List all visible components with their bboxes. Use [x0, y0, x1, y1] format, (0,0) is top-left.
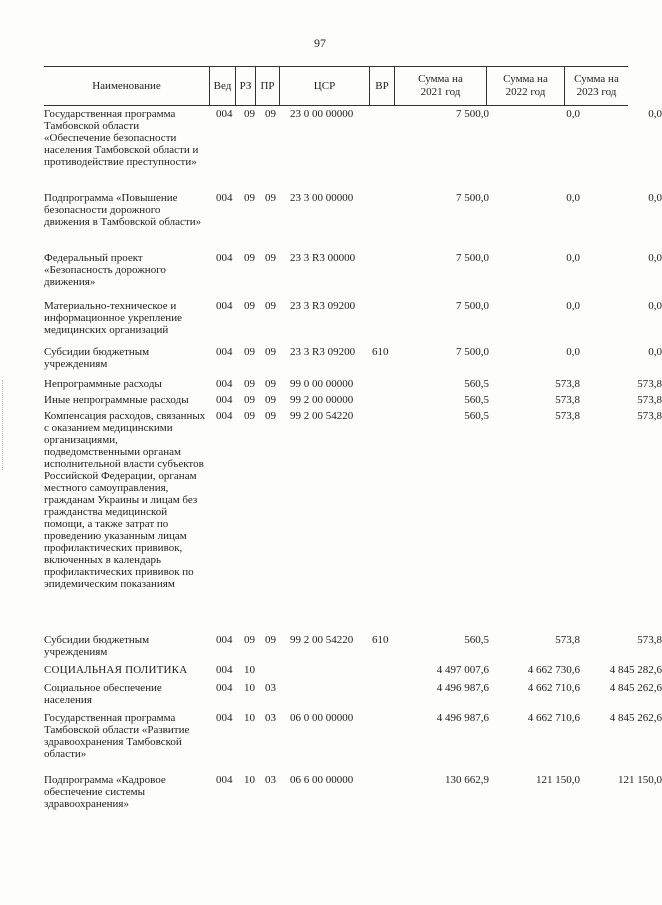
header-sum-2022: Сумма на 2022 год [486, 67, 564, 105]
row-sum-2022: 0,0 [566, 108, 580, 120]
row-sum-2021: 4 496 987,6 [436, 682, 489, 694]
row-sum-2022: 573,8 [555, 634, 580, 646]
row-rz: 09 [244, 300, 255, 312]
row-sum-2023: 573,8 [637, 410, 662, 422]
row-csr: 23 0 00 00000 [290, 108, 354, 120]
table-body [44, 108, 662, 820]
row-csr: 23 3 00 00000 [290, 192, 354, 204]
row-sum-2022: 0,0 [566, 346, 580, 358]
table-row [44, 346, 662, 378]
row-name: Иные непрограммные расходы [44, 394, 189, 406]
row-ved: 004 [216, 378, 233, 390]
table-row [44, 664, 662, 682]
row-ved: 004 [216, 346, 233, 358]
row-sum-2022: 573,8 [555, 378, 580, 390]
row-sum-2021: 7 500,0 [456, 346, 489, 358]
header-csr: ЦСР [279, 67, 369, 105]
row-name: Материально-техническое и информационное укрепление медицинских организаций [44, 300, 182, 336]
table-row [44, 252, 662, 300]
row-pr: 03 [265, 682, 276, 694]
header-sum-2023: Сумма на 2023 год [564, 67, 628, 105]
row-sum-2022: 4 662 710,6 [527, 712, 580, 724]
row-sum-2021: 7 500,0 [456, 300, 489, 312]
row-pr: 03 [265, 774, 276, 786]
row-csr: 99 2 00 00000 [290, 394, 354, 406]
page-number: 97 [314, 36, 326, 50]
row-sum-2022: 0,0 [566, 192, 580, 204]
row-sum-2022: 4 662 730,6 [527, 664, 580, 676]
row-csr: 99 2 00 54220 [290, 410, 354, 422]
row-name: Подпрограмма «Кадровое обеспечение системы здравоохранения» [44, 774, 166, 810]
row-csr: 23 3 R3 00000 [290, 252, 356, 264]
row-pr: 09 [265, 346, 276, 358]
row-pr: 09 [265, 378, 276, 390]
row-name: Государственная программа Тамбовской области «Обеспечение безопасности населения Тамбовской области и противодействие преступности» [44, 108, 199, 168]
row-rz: 09 [244, 634, 255, 646]
row-sum-2022: 573,8 [555, 410, 580, 422]
row-name: Субсидии бюджетным учреждениям [44, 634, 150, 658]
row-pr: 09 [265, 394, 276, 406]
header-ved: Вед [209, 67, 235, 105]
table-row [44, 682, 662, 712]
row-rz: 09 [244, 252, 255, 264]
row-ved: 004 [216, 410, 233, 422]
row-pr: 03 [265, 712, 276, 724]
row-sum-2023: 573,8 [637, 378, 662, 390]
row-rz: 09 [244, 394, 255, 406]
row-csr: 99 0 00 00000 [290, 378, 354, 390]
row-pr: 09 [265, 300, 276, 312]
row-sum-2021: 7 500,0 [456, 108, 489, 120]
row-ved: 004 [216, 712, 233, 724]
row-pr: 09 [265, 252, 276, 264]
row-name: СОЦИАЛЬНАЯ ПОЛИТИКА [44, 664, 188, 676]
row-pr: 09 [265, 410, 276, 422]
row-sum-2021: 560,5 [464, 394, 489, 406]
row-sum-2021: 7 500,0 [456, 252, 489, 264]
row-sum-2022: 0,0 [566, 300, 580, 312]
table-row [44, 378, 662, 394]
row-sum-2023: 121 150,0 [618, 774, 662, 786]
margin-mark [2, 380, 9, 470]
row-sum-2023: 0,0 [648, 300, 662, 312]
row-sum-2023: 573,8 [637, 634, 662, 646]
header-pr: ПР [255, 67, 279, 105]
row-sum-2021: 130 662,9 [445, 774, 489, 786]
row-sum-2023: 0,0 [648, 108, 662, 120]
row-sum-2021: 560,5 [464, 410, 489, 422]
table-row [44, 108, 662, 192]
row-sum-2021: 560,5 [464, 634, 489, 646]
table-row [44, 192, 662, 252]
table-row [44, 712, 662, 774]
row-ved: 004 [216, 300, 233, 312]
header-vr: ВР [369, 67, 394, 105]
row-name: Непрограммные расходы [44, 378, 162, 390]
row-sum-2023: 573,8 [637, 394, 662, 406]
row-rz: 10 [244, 774, 255, 786]
row-ved: 004 [216, 394, 233, 406]
row-name: Субсидии бюджетным учреждениям [44, 346, 150, 370]
row-sum-2023: 0,0 [648, 252, 662, 264]
row-rz: 10 [244, 682, 255, 694]
row-sum-2023: 0,0 [648, 192, 662, 204]
row-csr: 06 6 00 00000 [290, 774, 354, 786]
row-vr: 610 [372, 634, 389, 646]
row-sum-2023: 0,0 [648, 346, 662, 358]
table-row [44, 300, 662, 346]
table-row [44, 634, 662, 664]
row-ved: 004 [216, 774, 233, 786]
table-row [44, 394, 662, 410]
row-sum-2022: 4 662 710,6 [527, 682, 580, 694]
row-name: Федеральный проект «Безопасность дорожного движения» [44, 252, 166, 288]
table-row [44, 774, 662, 820]
table-row [44, 410, 662, 634]
row-pr: 09 [265, 634, 276, 646]
header-rz: РЗ [235, 67, 255, 105]
row-vr: 610 [372, 346, 389, 358]
row-pr: 09 [265, 192, 276, 204]
row-ved: 004 [216, 192, 233, 204]
row-sum-2023: 4 845 282,6 [609, 664, 662, 676]
row-csr: 23 3 R3 09200 [290, 346, 356, 358]
row-rz: 10 [244, 712, 255, 724]
row-sum-2022: 573,8 [555, 394, 580, 406]
table-header [44, 66, 628, 106]
row-csr: 99 2 00 54220 [290, 634, 354, 646]
header-name: Наименование [92, 79, 161, 92]
row-sum-2023: 4 845 262,6 [609, 712, 662, 724]
row-ved: 004 [216, 108, 233, 120]
row-ved: 004 [216, 252, 233, 264]
row-name: Государственная программа Тамбовской области «Развитие здравоохранения Тамбовской области» [44, 712, 190, 760]
header-sum-2021: Сумма на 2021 год [394, 67, 486, 105]
row-rz: 09 [244, 346, 255, 358]
row-rz: 09 [244, 410, 255, 422]
row-name: Подпрограмма «Повышение безопасности дорожного движения в Тамбовской области» [44, 192, 202, 228]
row-rz: 09 [244, 108, 255, 120]
row-pr: 09 [265, 108, 276, 120]
row-csr: 23 3 R3 09200 [290, 300, 356, 312]
row-sum-2022: 121 150,0 [536, 774, 580, 786]
row-name: Социальное обеспечение населения [44, 682, 162, 706]
row-sum-2022: 0,0 [566, 252, 580, 264]
row-sum-2021: 560,5 [464, 378, 489, 390]
row-csr: 06 0 00 00000 [290, 712, 354, 724]
row-rz: 09 [244, 192, 255, 204]
row-sum-2021: 4 496 987,6 [436, 712, 489, 724]
row-ved: 004 [216, 682, 233, 694]
row-sum-2021: 4 497 007,6 [436, 664, 489, 676]
row-name: Компенсация расходов, связанных с оказанием медицинскими организациями, подведомственными органам исполнительной власти субъектов Российской Федерации, органам местного самоуправления, гражданам Украины и лицам без гражданства медицинской помощи, а также затрат по проведению указанным лицам профилактических прививок, включенных в календарь профилактических прививок по эпидемическим показаниям [44, 410, 206, 590]
row-ved: 004 [216, 664, 233, 676]
row-rz: 10 [244, 664, 255, 676]
row-ved: 004 [216, 634, 233, 646]
row-sum-2023: 4 845 262,6 [609, 682, 662, 694]
row-sum-2021: 7 500,0 [456, 192, 489, 204]
row-rz: 09 [244, 378, 255, 390]
